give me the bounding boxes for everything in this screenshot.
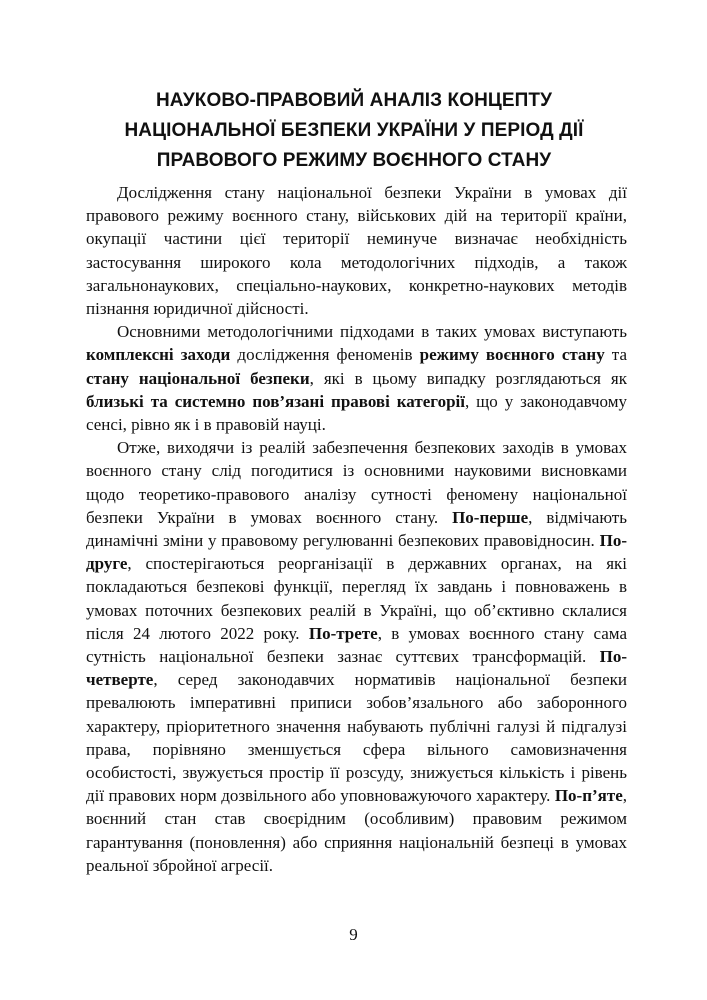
page-title: [86, 86, 622, 176]
bold-term: близькі та системно пов’язані правові категорії: [86, 391, 465, 411]
bold-term: По-четверте: [86, 647, 627, 690]
paragraph-text: , які в цьому випадку розглядаються як: [309, 368, 627, 388]
page-number: 9: [349, 925, 358, 944]
bold-term: режиму воєнного стану: [419, 345, 605, 365]
paragraph-text: , воєнний стан став своєрідним (особливим) правовим режимом гарантування (поновлення) або сприяння національній безпеці в умовах реальної збройної агресії.: [86, 786, 627, 875]
bold-term: стану національної безпеки: [86, 368, 310, 388]
paragraph-text: дослідження феноменів: [230, 345, 420, 365]
paragraph-text: Дослідження стану національної безпеки України в умовах дії правового режиму воєнного стану, військових дій на території країни, окупації частини цієї території неминуче визначає необхідність застосування широкого кола методологічних підходів, а також загальнонаукових, спеціально-наукових, конкретно-наукових методів пізнання юридичної дійсності.: [86, 183, 627, 319]
paragraph-text: , що у законодавчому сенсі, рівно як і в правовій науці.: [86, 391, 627, 435]
title-line-3: ПРАВОВОГО РЕЖИМУ ВОЄННОГО СТАНУ: [156, 150, 552, 171]
bold-term: По-перше: [452, 507, 529, 527]
paragraph-text: Отже, виходячи із реалій забезпечення безпекових заходів в умовах воєнного стану слід погодитися із основними науковими висновками щодо теоретико-правового аналізу сутності феномену національної безпеки України в умовах воєнного стану.: [86, 438, 627, 527]
paragraph-3: [86, 436, 627, 877]
paragraph-text: Основними методологічними підходами в таких умовах виступають: [117, 322, 627, 342]
title-line-2: НАЦІОНАЛЬНОЇ БЕЗПЕКИ УКРАЇНИ У ПЕРІОД ДІЇ: [124, 120, 584, 141]
paragraph-text: та: [604, 345, 627, 365]
bold-term: По-п’яте: [554, 786, 623, 806]
title-line-1: НАУКОВО-ПРАВОВИЙ АНАЛІЗ КОНЦЕПТУ: [155, 90, 553, 111]
paragraph-1: [86, 181, 627, 320]
paragraph-text: , серед законодавчих нормативів національної безпеки превалюють імперативні приписи зобов’язального або заборонного характеру, пріоритетного значення набувають публічні галузі й підгалузі права, порівняно зменшується сфера вільного самовизначення особистості, звужується простір її розсуду, знижується кількість і рівень дії правових норм дозвільного або уповноважуючого характеру.: [86, 670, 627, 806]
paragraph-text: , відмічають динамічні зміни у правовому регулюванні безпекових правовідносин.: [86, 507, 627, 551]
paragraph-text: , в умовах воєнного стану сама сутність національної безпеки зазнає суттєвих трансформацій.: [86, 623, 627, 667]
bold-term: комплексні заходи: [86, 345, 231, 365]
bold-term: По-друге: [86, 531, 627, 574]
bold-term: По-трете: [308, 623, 378, 643]
body-text: [86, 181, 627, 877]
paragraph-2: [86, 320, 627, 436]
paragraph-text: , спостерігаються реорганізації в державних органах, на які покладаються безпекові функції, перегляд їх завдань і повноважень в умовах поточних безпекових реалій в Україні, що об’єктивно склалися після 24 лютого 2022 року.: [86, 554, 627, 643]
